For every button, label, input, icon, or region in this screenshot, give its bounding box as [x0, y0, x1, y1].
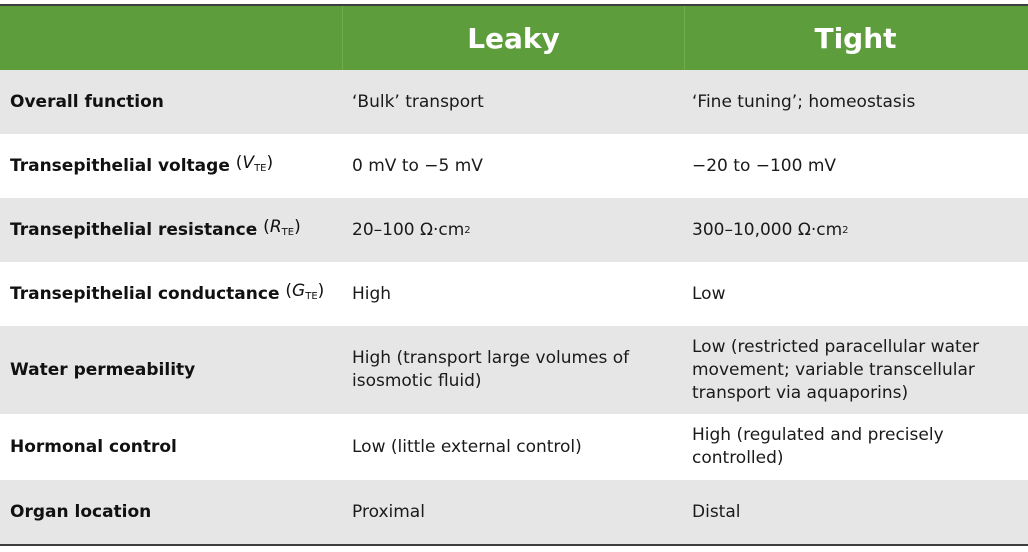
- row-label: Transepithelial voltage $(V_{TE})$: [10, 153, 274, 176]
- table-row: [0, 262, 1028, 326]
- table-row: [0, 326, 1028, 414]
- row-label: Water permeability: [10, 359, 196, 380]
- tight-cell: 300–10,000 Ω·cm 2: [692, 219, 849, 240]
- leaky-cell: High (transport large volumes of isosmotic fluid): [352, 348, 630, 391]
- header-empty-cell: [0, 6, 342, 70]
- leaky-cell: Proximal: [352, 501, 425, 522]
- superscript: 2: [464, 224, 471, 236]
- tight-cell: High (regulated and precisely controlled): [692, 425, 944, 468]
- header-leaky: Leaky: [342, 6, 684, 70]
- leaky-cell: 20–100 Ω·cm 2: [352, 219, 471, 240]
- tight-cell: ‘Fine tuning’; homeostasis: [692, 91, 916, 112]
- table-row: [0, 480, 1028, 544]
- table-row: [0, 198, 1028, 262]
- row-label: Hormonal control: [10, 436, 177, 457]
- symbol: R: [269, 217, 282, 237]
- table-header-row: [0, 6, 1028, 70]
- tight-cell: −20 to −100 mV: [692, 155, 837, 176]
- comparison-table: [0, 4, 1028, 546]
- tight-cell: Low (restricted paracellular water movement; variable transcellular transport via aquaporins): [692, 336, 980, 403]
- table-row: [0, 70, 1028, 134]
- tight-cell: Low: [692, 283, 726, 304]
- subscript: TE: [254, 163, 267, 174]
- leaky-cell: 0 mV to −5 mV: [352, 155, 483, 176]
- symbol: G: [292, 281, 306, 301]
- row-label: Organ location: [10, 501, 152, 522]
- table-row: [0, 134, 1028, 198]
- leaky-cell: Low (little external control): [352, 436, 582, 457]
- leaky-cell: High: [352, 283, 392, 304]
- row-label: Transepithelial resistance $(R_{TE})$: [10, 217, 301, 240]
- tight-cell: Distal: [692, 501, 741, 522]
- row-label: Overall function: [10, 91, 164, 112]
- row-label: Transepithelial conductance $(G_{TE})$: [10, 281, 325, 304]
- table-row: [0, 414, 1028, 480]
- leaky-cell: ‘Bulk’ transport: [352, 91, 484, 112]
- subscript: TE: [305, 291, 318, 302]
- superscript: 2: [842, 224, 849, 236]
- symbol: V: [242, 153, 255, 173]
- subscript: TE: [281, 227, 295, 238]
- header-tight: Tight: [684, 6, 1028, 70]
